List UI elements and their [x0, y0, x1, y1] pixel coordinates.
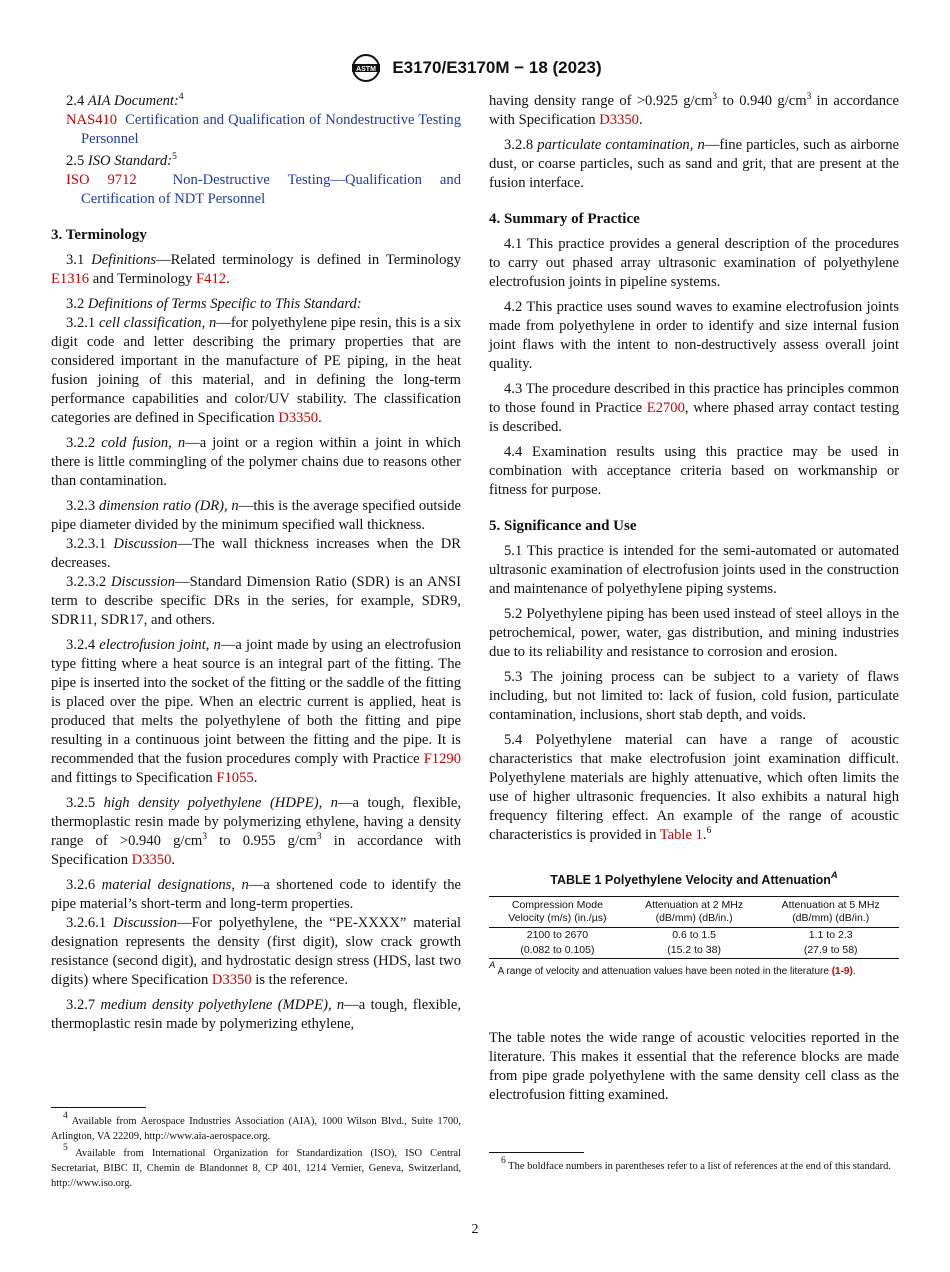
para-5-1: 5.1 This practice is intended for the semi-automated or automated ultrasonic examination of electrofusion joints used in the construction and maintenance of polyethylene piping systems.: [489, 543, 899, 597]
d3350-link[interactable]: D3350: [599, 112, 639, 128]
standard-designation: E3170/E3170M − 18 (2023): [392, 58, 602, 77]
table-cell: 0.6 to 1.5: [672, 929, 716, 941]
iso9712-link[interactable]: ISO 9712: [66, 172, 137, 188]
para-5-2: 5.2 Polyethylene piping has been used instead of steel alloys in the petrochemical, power, water, gas distribution, and mining industries due to its reliability and resistance to corrosion and erosion.: [489, 606, 899, 660]
table-footnote: $^A$ A range of velocity and attenuation values have been noted in the literature (1-9).: [489, 960, 856, 977]
para-3-2-3-1: 3.2.3.1 Discussion—The wall thickness increases when the DR decreases.: [51, 536, 461, 571]
para-3-2-3: 3.2.3 dimension ratio (DR), n—this is the average specified outside pipe diameter divided by the minimum specified wall thickness.: [51, 498, 461, 533]
para-3-2-7: 3.2.7 medium density polyethylene (MDPE), n—a tough, flexible, thermoplastic resin made by polymerizing ethylene,: [51, 997, 461, 1032]
table-1-title: TABLE 1 Polyethylene Velocity and Attenuation$^A$: [550, 870, 838, 887]
para-3-2-3-2: 3.2.3.2 Discussion—Standard Dimension Ratio (SDR) is an ANSI term to describe specific DRs in the series, for example, SDR9, SDR11, SDR17, and others.: [51, 574, 461, 628]
table-cell: 2100 to 2670: [526, 929, 589, 941]
para-4-1: 4.1 This practice provides a general description of the procedures to carry out phased array ultrasonic examination of polyethylene electrofusion joints in pipeline systems.: [489, 236, 899, 290]
nas410-link[interactable]: NAS410: [66, 112, 118, 128]
para-3-2-6: 3.2.6 material designations, n—a shortened code to identify the pipe material’s short-term and long-term properties.: [51, 877, 461, 912]
header-attenuation-2mhz: Attenuation at 2 MHz (dB/mm) (dB/in.): [645, 899, 744, 924]
astm-logo-icon: [348, 52, 384, 84]
nas410-title-link[interactable]: Certification and Qualification of Nondestructive Testing Personnel: [81, 112, 461, 147]
para-table-notes: The table notes the wide range of acoustic velocities reported in the literature. This makes it essential that the reference blocks are made from pipe grade polyethylene with the same density cell class as the electrofusion fitting examined.: [489, 1030, 899, 1103]
d3350-link[interactable]: D3350: [278, 410, 319, 426]
right-column: [489, 92, 899, 1111]
para-3-2-5: 3.2.5 high density polyethylene (HDPE), n—a tough, flexible, thermoplastic resin made by polymerizing ethylene, having a density range of >0.940 $g/cm^3$ to 0.955 $g/cm^3$ in accordance with Specification D3350.: [51, 795, 461, 868]
para-4-4: 4.4 Examination results using this practice may be used in combination with acceptance criteria based on workmanship or fitness for purpose.: [489, 444, 899, 498]
d3350-link[interactable]: D3350: [131, 852, 172, 868]
iso9712-reference: [51, 171, 461, 209]
para-3-2-4: 3.2.4 electrofusion joint, n—a joint made by using an electrofusion type fitting where a heat source is an integral part of the fitting. The pipe is inserted into the socket of the fitting or the saddle of the fitting is placed over the pipe. When an electric current is applied, heat is produced that melts the polyethylene of both the fitting and pipe resulting in a continuous joint between the fitting and the pipe. It is recommended that the fusion procedures comply with Practice F1290 and fittings to Specification F1055.: [51, 637, 461, 786]
para-4-2: 4.2 This practice uses sound waves to examine electrofusion joints made from polyethylene in order to identify and size internal fusion joint flaws with the intent to non-destructively assess overall joint quality.: [489, 299, 899, 372]
table-row: [489, 943, 899, 959]
para-3-2-1: 3.2.1 cell classification, n—for polyethylene pipe resin, this is a six digit code and letter describing the primary properties that are considered important in the manufacture of PE piping, in the heat fusion joining of this material, and in defining the long-term performance capabilities and color/UV stability. The classification categories are defined in Specification D3350.: [51, 315, 461, 426]
references-link[interactable]: (1-9): [831, 966, 853, 977]
footnote-5: $^5$ Available from International Organization for Standardization (ISO), ISO Central Secretariat, BIBC II, Chemin de Blandonnet 8, CP 401, 1214 Vernier, Geneva, Switzerland, http://www.iso.org.: [51, 1143, 461, 1189]
footnote-divider: [51, 1107, 146, 1108]
table-row: [489, 928, 899, 944]
f1055-link[interactable]: F1055: [216, 770, 254, 786]
e1316-link[interactable]: E1316: [51, 271, 90, 287]
velocity-attenuation-table: [489, 896, 899, 959]
footnote-6: $^6$ The boldface numbers in parentheses refer to a list of references at the end of this standard.: [501, 1156, 891, 1172]
footnote-divider: [489, 1152, 584, 1153]
table-cell: 1.1 to 2.3: [808, 929, 853, 941]
left-footnotes: [51, 1107, 461, 1193]
f1290-link[interactable]: F1290: [423, 751, 461, 767]
table-1: [489, 871, 899, 981]
svg-text:ASTM: ASTM: [356, 65, 377, 73]
nas410-reference: [51, 111, 461, 149]
e2700-link[interactable]: E2700: [646, 400, 685, 416]
table-cell: (27.9 to 58): [803, 944, 858, 956]
header-velocity: Compression Mode Velocity (m/s) (in./µs): [508, 899, 607, 924]
iso-standard-heading: 2.5 ISO Standard:$^5$: [66, 152, 177, 169]
aia-document-heading: 2.4 AIA Document:$^4$: [66, 92, 184, 109]
para-3-2-8: 3.2.8 particulate contamination, n—fine particles, such as airborne dust, or coarse particles, such as sand and grit, that are present at the fusion interface.: [489, 137, 899, 191]
table-header-row: [489, 897, 899, 928]
para-3-2: 3.2 Definitions of Terms Specific to This Standard:: [66, 296, 362, 312]
left-column: [51, 92, 461, 1040]
para-5-3: 5.3 The joining process can be subject to a variety of flaws including, but not limited to: lack of fusion, cold fusion, particulate contamination, inclusions, short stab depth, and voids.: [489, 669, 899, 723]
table-1-link[interactable]: Table 1: [659, 827, 703, 843]
para-4-3: 4.3 The procedure described in this practice has principles common to those found in Practice E2700, where phased array contact testing is described.: [489, 381, 899, 435]
header-attenuation-5mhz: Attenuation at 5 MHz (dB/mm) (dB/in.): [781, 899, 880, 924]
section-5-heading: 5. Significance and Use: [489, 518, 637, 534]
para-3-2-7-continued: having density range of >0.925 $g/cm^3$ to 0.940 $g/cm^3$ in accordance with Specification D3350.: [489, 92, 899, 128]
section-4-heading: 4. Summary of Practice: [489, 211, 640, 227]
footnote-4: $^4$ Available from Aerospace Industries Association (AIA), 1000 Wilson Blvd., Suite 1700, Arlington, VA 22209, http://www.aia-aerospace.org.: [51, 1111, 461, 1142]
right-footnotes: [489, 1152, 899, 1176]
para-3-1: 3.1 Definitions—Related terminology is defined in Terminology E1316 and Terminology F412.: [51, 252, 461, 287]
iso9712-title-link[interactable]: Non-Destructive Testing—Qualification and Certification of NDT Personnel: [81, 172, 461, 207]
d3350-link[interactable]: D3350: [211, 972, 252, 988]
para-5-4: 5.4 Polyethylene material can have a range of acoustic characteristics that make electrofusion joint examination difficult. Polyethylene materials are highly attenuative, which often limits the use of higher ultrasonic frequencies. It also exhibits a natural high frequency filtering effect. An example of the range of acoustic characteristics is provided in Table 1.$^6$: [489, 732, 899, 843]
para-3-2-2: 3.2.2 cold fusion, n—a joint or a region within a joint in which there is little commingling of the polymer chains due to reasons other than contamination.: [51, 435, 461, 489]
f412-link[interactable]: F412: [196, 271, 227, 287]
page-header: [0, 52, 950, 84]
section-3-heading: 3. Terminology: [51, 227, 147, 243]
table-cell: (15.2 to 38): [667, 944, 721, 956]
page-number: 2: [471, 1222, 479, 1237]
para-3-2-6-1: 3.2.6.1 Discussion—For polyethylene, the “PE-XXXX” material designation represents the density (first digit), slow crack growth resistance (second digit), and hydrostatic design stress (HDS, last two digits) where Specification D3350 is the reference.: [51, 915, 462, 988]
table-cell: (0.082 to 0.105): [520, 944, 595, 956]
